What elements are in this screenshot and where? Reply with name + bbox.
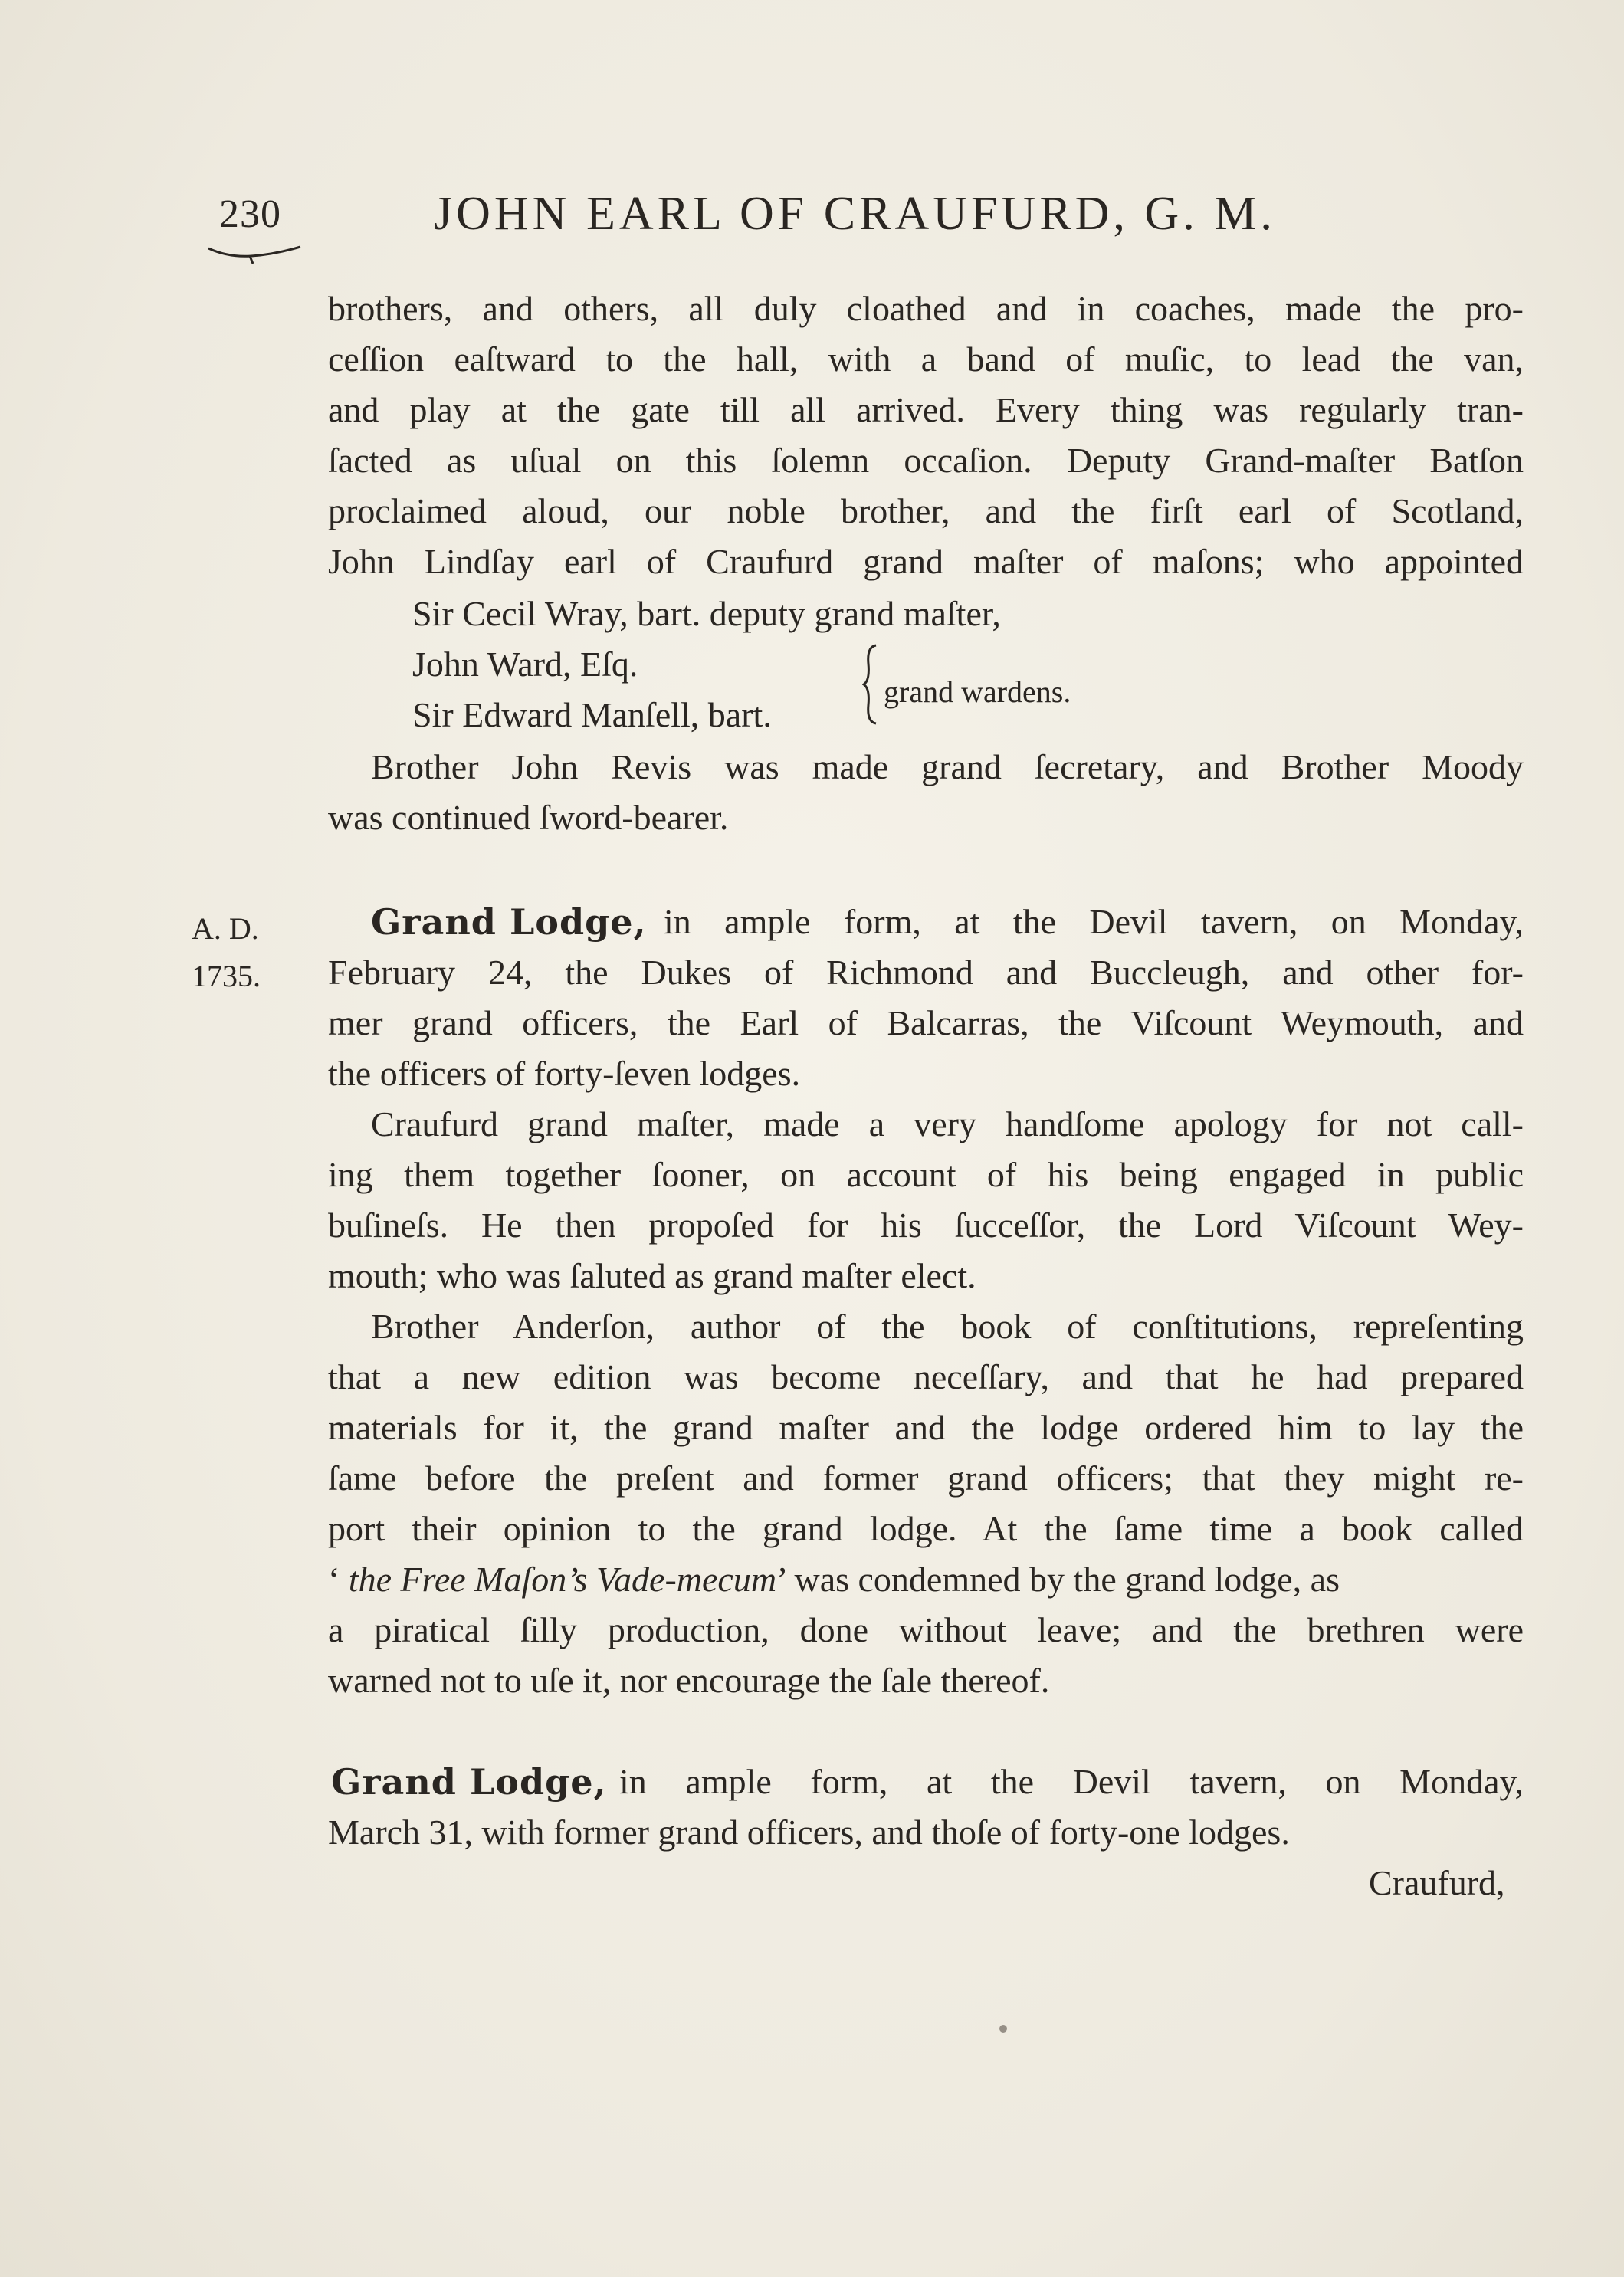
text-line: ceſſion eaſtward to the hall, with a band of muſic, to lead the van,	[328, 340, 1524, 379]
text-line: materials for it, the grand maſter and the lodge ordered him to lay the	[328, 1408, 1524, 1447]
text-line: February 24, the Dukes of Richmond and Buccleugh, and other for-	[328, 953, 1524, 992]
line-rest: was condemned by the grand lodge, as	[794, 1560, 1340, 1599]
text-line	[328, 1554, 1340, 1605]
ink-mark	[999, 2025, 1007, 2033]
quote-close: ’	[776, 1560, 786, 1599]
brace-icon	[862, 642, 879, 727]
text-line: Craufurd grand maſter, made a very handſome apology for not call-	[371, 1104, 1524, 1143]
folio-flourish	[205, 244, 305, 267]
text-line: that a new edition was become neceſſary, and that he had prepared	[328, 1357, 1524, 1396]
heading-text: Grand Lodge,	[331, 1761, 607, 1803]
text-line: mer grand officers, the Earl of Balcarras, the Viſcount Weymouth, and	[328, 1003, 1524, 1042]
text-line: mouth; who was ſaluted as grand maſter elect.	[328, 1256, 976, 1295]
margin-year: 1735.	[192, 959, 261, 993]
text-line: Brother John Revis was made grand ſecretary, and Brother Moody	[371, 747, 1524, 786]
catchword: Craufurd,	[1369, 1863, 1505, 1902]
text-line: was continued ſword-bearer.	[328, 798, 729, 837]
text-line: proclaimed aloud, our noble brother, and the firſt earl of Scotland,	[328, 491, 1524, 530]
text-line: buſineſs. He then propoſed for his ſucceſſor, the Lord Viſcount Wey-	[328, 1206, 1524, 1245]
section-heading	[371, 897, 647, 948]
text-line: brothers, and others, all duly cloathed and in coaches, made the pro-	[328, 289, 1524, 328]
quote-open: ‘	[328, 1560, 340, 1599]
officer-deputy: Sir Cecil Wray, bart. deputy grand maſter,	[412, 594, 1001, 633]
text-line: in ample form, at the Devil tavern, on Monday,	[664, 902, 1524, 941]
text-line: March 31, with former grand officers, and thoſe of forty-one lodges.	[328, 1813, 1290, 1852]
text-line: ing them together ſooner, on account of his being engaged in public	[328, 1155, 1524, 1194]
wardens-label: grand wardens.	[884, 674, 1071, 709]
margin-ad: A. D.	[192, 911, 259, 946]
text-line: John Lindſay earl of Craufurd grand maſter of maſons; who appointed	[328, 542, 1524, 581]
page-number: 230	[219, 192, 281, 236]
section-heading	[331, 1757, 607, 1808]
running-title: JOHN EARL OF CRAUFURD, G. M.	[434, 188, 1276, 240]
text-line: the officers of forty-ſeven lodges.	[328, 1054, 801, 1093]
book-title: the Free Maſon’s Vade-mecum	[348, 1560, 777, 1599]
text-line: a piratical ſilly production, done without leave; and the brethren were	[328, 1610, 1524, 1649]
text-line: ſame before the preſent and former grand officers; that they might re-	[328, 1458, 1524, 1498]
warden-name: John Ward, Eſq.	[412, 645, 638, 684]
warden-name: Sir Edward Manſell, bart.	[412, 695, 772, 734]
text-line: Brother Anderſon, author of the book of conſtitutions, repreſenting	[371, 1307, 1524, 1346]
text-line: port their opinion to the grand lodge. At the ſame time a book called	[328, 1509, 1524, 1548]
text-line: ſacted as uſual on this ſolemn occaſion. Deputy Grand-maſter Batſon	[328, 441, 1524, 480]
text-line: and play at the gate till all arrived. Every thing was regularly tran-	[328, 390, 1524, 429]
text-line: warned not to uſe it, nor encourage the ſale thereof.	[328, 1661, 1050, 1700]
heading-text: Grand Lodge,	[371, 901, 647, 943]
text-line: in ample form, at the Devil tavern, on Monday,	[619, 1762, 1524, 1801]
